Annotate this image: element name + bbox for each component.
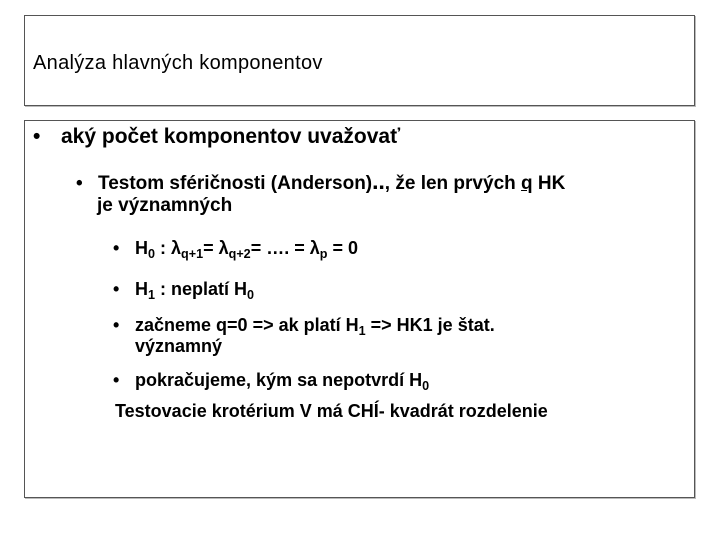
variable-q: q: [521, 173, 533, 194]
main-bullet: [33, 125, 400, 149]
footer-text: Testovacie krotérium V má CHÍ- kvadrát rozdelenie: [115, 401, 548, 421]
sub-bullet-continuation: je významných: [97, 195, 233, 216]
h0-label: H: [135, 238, 148, 258]
start-text-2: => HK1 je štat.: [365, 315, 495, 335]
h0-text-4: = 0: [327, 238, 358, 258]
start-bullet: [113, 315, 495, 357]
sub-bullet-text-2: HK: [532, 173, 566, 194]
bullet-marker: •: [33, 125, 41, 148]
hypothesis-h1: [113, 279, 254, 300]
h1-subscript: 1: [148, 287, 156, 302]
bullet-marker: •: [76, 173, 83, 194]
start-text-1: začneme q=0 => ak platí H: [135, 315, 359, 335]
start-continuation: významný: [135, 336, 223, 356]
h1-h0-subscript: 0: [247, 287, 255, 302]
h1-text: : neplatí H: [155, 279, 248, 299]
bullet-marker: •: [113, 315, 120, 335]
continue-bullet: [113, 370, 429, 391]
continue-text: pokračujeme, kým sa nepotvrdí H: [135, 370, 423, 390]
slide-title: Analýza hlavných komponentov: [33, 52, 323, 74]
bullet-marker: •: [113, 370, 120, 390]
continue-subscript: 0: [422, 378, 430, 393]
hypothesis-h0: [113, 238, 358, 259]
bullet-marker: •: [113, 279, 120, 299]
lambda-subscript-p: p: [319, 246, 328, 261]
lambda-subscript-2: q+2: [228, 246, 251, 261]
main-bullet-text: aký počet komponentov uvažovať: [61, 125, 401, 148]
title-box: [24, 15, 695, 106]
h1-label: H: [135, 279, 148, 299]
start-subscript: 1: [358, 323, 366, 338]
h0-text-2: = λ: [203, 238, 229, 258]
h0-subscript: 0: [148, 246, 156, 261]
bullet-marker: •: [113, 238, 120, 258]
lambda-subscript-1: q+1: [181, 246, 204, 261]
sub-bullet-text-1: Testom sféričnosti (Anderson)‥, že len prvých: [98, 173, 522, 194]
h0-text-1: : λ: [155, 238, 182, 258]
sub-bullet: [76, 172, 565, 217]
h0-text-3: = …. = λ: [250, 238, 320, 258]
